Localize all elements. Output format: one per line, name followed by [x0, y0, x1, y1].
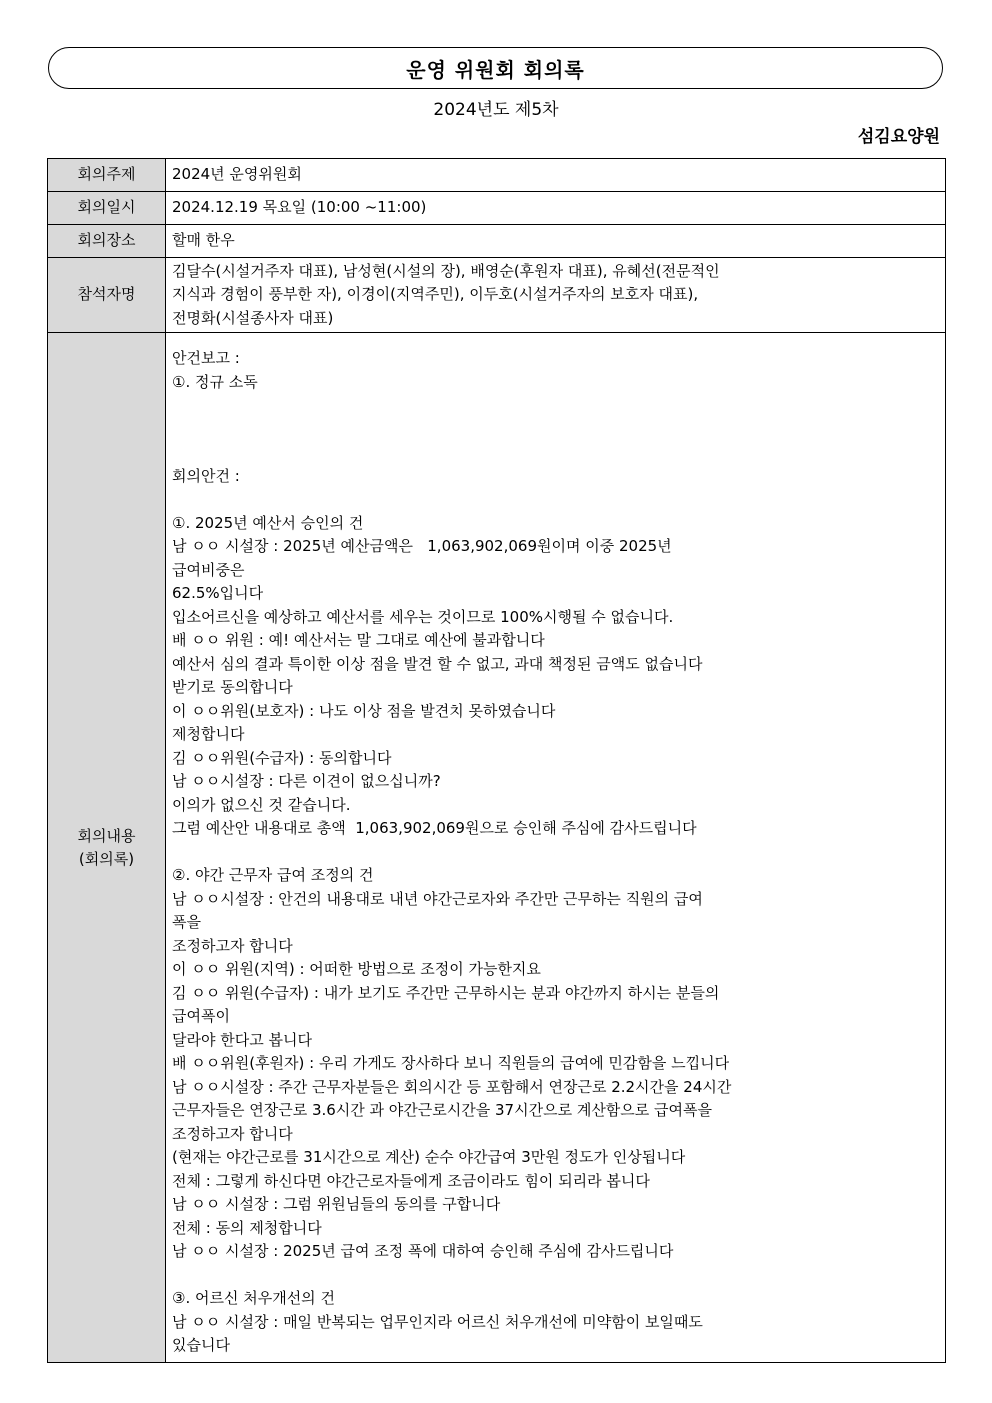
content-line: 62.5%입니다 [172, 584, 264, 602]
content-line: 남 ㅇㅇ 시설장 : 매일 반복되는 업무인지라 어르신 처우개선에 미약함이 보일때도 [172, 1312, 703, 1331]
row-content [48, 333, 946, 1363]
content-line: 조정하고자 합니다 [172, 1124, 293, 1143]
document-title-box [48, 47, 943, 89]
content-line: 달라야 한다고 봅니다 [172, 1030, 312, 1049]
content-line: 남 ㅇㅇ시설장 : 주간 근무자분들은 회의시간 등 포함해서 연장근로 2.2시간을 24시간 [172, 1077, 732, 1096]
content-line [172, 841, 939, 865]
content-line: 남 ㅇㅇ 시설장 : 그럼 위원님들의 동의를 구합니다 [172, 1195, 501, 1213]
content-line: 조정하고자 합니다 [172, 936, 293, 955]
row-attendees [48, 258, 946, 333]
content-line: 제청합니다 [172, 725, 245, 743]
content-line: 이 ㅇㅇ 위원(지역) : 어떠한 방법으로 조정이 가능한지요 [172, 960, 541, 978]
content-line: ②. 야간 근무자 급여 조정의 건 [172, 866, 374, 884]
row-place [48, 225, 946, 258]
document-subtitle: 2024년도 제5차 [433, 100, 559, 120]
content-line [172, 441, 939, 465]
minutes-table [47, 158, 946, 1363]
content-line [172, 394, 939, 418]
content-line: ③. 어르신 처우개선의 건 [172, 1289, 335, 1307]
datetime-value: 2024.12.19 목요일 (10:00 ~11:00) [166, 192, 946, 225]
content-line: 이 ㅇㅇ위원(보호자) : 나도 이상 점을 발견치 못하였습니다 [172, 701, 556, 720]
content-line: 남 ㅇㅇ시설장 : 안건의 내용대로 내년 야간근로자와 주간만 근무하는 직원의 급여 [172, 889, 703, 908]
content-line: 급여폭이 [172, 1007, 230, 1025]
content-line: 김 ㅇㅇ위원(수급자) : 동의합니다 [172, 748, 392, 767]
datetime-label: 회의일시 [48, 192, 166, 225]
attendees-line: 지식과 경험이 풍부한 자), 이경이(지역주민), 이두호(시설거주자의 보호자 대표), [172, 285, 699, 304]
organization-name: 섬김요양원 [857, 127, 940, 147]
attendees-value [166, 258, 946, 333]
content-line [172, 488, 939, 512]
place-value: 할매 한우 [166, 225, 946, 258]
content-line: 입소어르신을 예상하고 예산서를 세우는 것이므로 100%시행될 수 없습니다. [172, 607, 674, 626]
content-line [172, 1264, 939, 1288]
content-label-line1: 회의내용 [77, 826, 136, 845]
row-datetime [48, 192, 946, 225]
content-line: 그럼 예산안 내용대로 총액 1,063,902,069원으로 승인해 주심에 감사드립니다 [172, 819, 697, 837]
content-line: 김 ㅇㅇ 위원(수급자) : 내가 보기도 주간만 근무하시는 분과 야간까지 하시는 분들의 [172, 983, 720, 1002]
content-line: 근무자들은 연장근로 3.6시간 과 야간근로시간을 37시간으로 계산함으로 급여폭을 [172, 1101, 713, 1119]
content-line: 이의가 없으신 것 같습니다. [172, 795, 351, 814]
content-line: 배 ㅇㅇ 위원 : 예! 예산서는 말 그대로 예산에 불과합니다 [172, 631, 545, 649]
content-line: ①. 2025년 예산서 승인의 건 [172, 513, 364, 532]
content-line: 배 ㅇㅇ위원(후원자) : 우리 가게도 장사하다 보니 직원들의 급여에 민감함을 느낍니다 [172, 1054, 730, 1072]
content-line: ①. 정규 소독 [172, 372, 258, 391]
content-line: 남 ㅇㅇ 시설장 : 2025년 급여 조정 폭에 대하여 승인해 주심에 감사드립니다 [172, 1242, 674, 1260]
content-label-line2: (회의록) [78, 849, 135, 868]
content-line: 남 ㅇㅇ 시설장 : 2025년 예산금액은 1,063,902,069원이며 이중 2025년 [172, 537, 672, 555]
topic-value: 2024년 운영위원회 [166, 159, 946, 192]
content-line: 급여비중은 [172, 560, 245, 579]
content-line: 받기로 동의합니다 [172, 678, 293, 696]
content-line: 안건보고 : [172, 349, 240, 367]
attendees-line: 김달수(시설거주자 대표), 남성현(시설의 장), 배영순(후원자 대표), 유혜선(전문적인 [172, 261, 720, 280]
document-title: 운영 위원회 회의록 [406, 57, 585, 82]
attendees-line: 전명화(시설종사자 대표) [172, 308, 334, 327]
content-line: 남 ㅇㅇ시설장 : 다른 이견이 없으십니까? [172, 772, 441, 790]
content-line: 있습니다 [172, 1336, 230, 1354]
content-line: 회의안건 : [172, 466, 240, 485]
place-label: 회의장소 [48, 225, 166, 258]
attendees-label: 참석자명 [48, 258, 166, 333]
content-line: 예산서 심의 결과 특이한 이상 점을 발견 할 수 없고, 과대 책정된 금액도 없습니다 [172, 654, 703, 673]
content-lines [172, 347, 939, 1358]
content-line: (현재는 야간근로를 31시간으로 계산) 순수 야간급여 3만원 정도가 인상됩니다 [172, 1148, 686, 1166]
content-line: 전체 : 그렇게 하신다면 야간근로자들에게 조금이라도 힘이 되리라 봅니다 [172, 1171, 650, 1190]
content-line: 폭을 [172, 913, 201, 931]
content-value [166, 333, 946, 1363]
topic-label: 회의주제 [48, 159, 166, 192]
content-line: 전체 : 동의 제청합니다 [172, 1218, 322, 1237]
content-label [48, 333, 166, 1363]
content-line [172, 418, 939, 442]
row-topic [48, 159, 946, 192]
